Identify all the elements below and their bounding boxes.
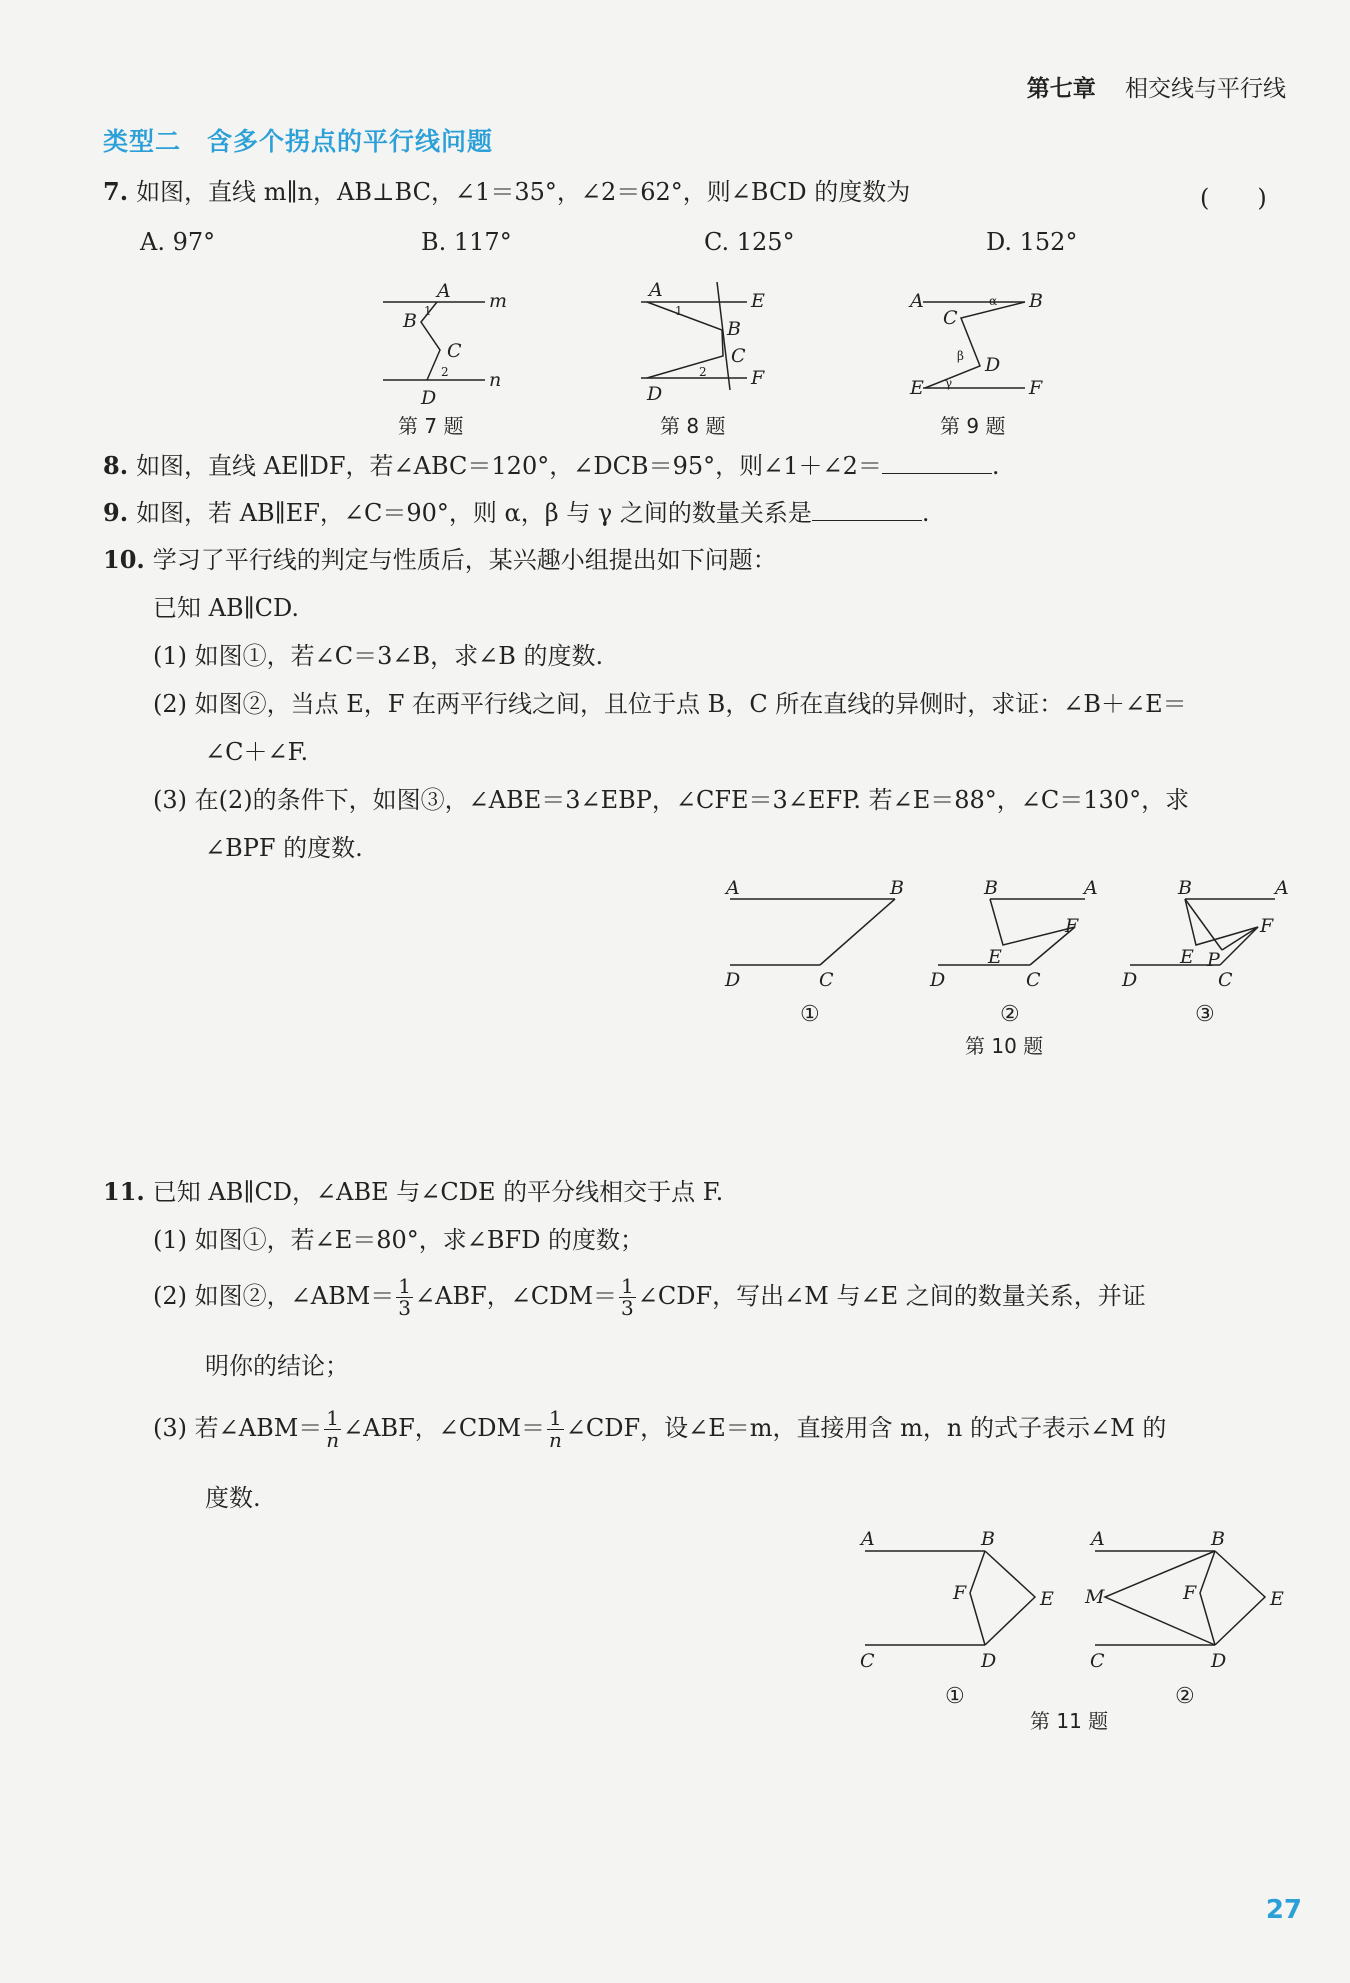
svg-text:2: 2: [441, 365, 449, 379]
svg-text:B: B: [1211, 1528, 1225, 1550]
svg-text:B: B: [984, 877, 998, 899]
question-11-part-3: [153, 1408, 1166, 1451]
svg-text:C: C: [447, 340, 462, 362]
question-10: [103, 546, 777, 575]
svg-text:n: n: [489, 369, 502, 391]
figure-10: [720, 875, 1300, 1035]
question-11: [103, 1178, 723, 1207]
svg-text:β: β: [957, 349, 964, 363]
svg-text:F: F: [1260, 915, 1274, 937]
svg-text:B: B: [403, 310, 417, 332]
figure-10-caption: 第 10 题: [965, 1034, 1044, 1058]
svg-text:②: ②: [1000, 1002, 1020, 1027]
svg-text:F: F: [1183, 1582, 1197, 1604]
svg-text:D: D: [985, 354, 1001, 376]
option-c: C. 125°: [704, 228, 795, 256]
figure-11: [855, 1525, 1325, 1715]
section-title: 类型二 含多个拐点的平行线问题: [103, 127, 494, 156]
fraction-one-third: [396, 1276, 413, 1319]
chapter-title: 相交线与平行线: [1125, 76, 1286, 102]
question-8-text: 如图，直线 AE∥DF，若∠ABC＝120°，∠DCB＝95°，则∠1＋∠2＝: [136, 452, 882, 480]
svg-text:D: D: [930, 969, 946, 991]
svg-text:D: D: [981, 1650, 997, 1672]
question-8: 8. 如图，直线 AE∥DF，若∠ABC＝120°，∠DCB＝95°，则∠1＋∠2＝ .: [103, 451, 1000, 480]
question-7-text: 如图，直线 m∥n，AB⊥BC，∠1＝35°，∠2＝62°，则∠BCD 的度数为: [136, 178, 911, 206]
figure-8-caption: 第 8 题: [660, 414, 726, 438]
question-10-given: 已知 AB∥CD.: [153, 594, 300, 622]
svg-text:C: C: [1090, 1650, 1105, 1672]
svg-text:A: A: [861, 1528, 875, 1550]
question-11-number: 11.: [103, 1177, 145, 1206]
svg-text:D: D: [421, 387, 437, 409]
option-b: B. 117°: [421, 228, 512, 256]
svg-text:A: A: [1084, 877, 1098, 899]
svg-text:A: A: [1091, 1528, 1105, 1550]
svg-text:M: M: [1085, 1586, 1105, 1608]
page-number: 27: [1265, 1895, 1302, 1925]
question-10-part-3-cont: ∠BPF 的度数.: [205, 834, 363, 862]
answer-paren: ( ): [1200, 184, 1267, 212]
svg-text:D: D: [647, 383, 663, 405]
part-2-text-b: ∠ABF，∠CDM＝: [415, 1282, 618, 1310]
svg-text:α: α: [989, 294, 998, 308]
svg-text:B: B: [1029, 290, 1043, 312]
svg-text:C: C: [1026, 969, 1041, 991]
svg-text:②: ②: [1175, 1684, 1195, 1709]
question-10-part-3: (3) 在(2)的条件下，如图③，∠ABE＝3∠EBP，∠CFE＝3∠EFP. 若∠E＝88°，∠C＝130°，求: [153, 786, 1190, 814]
svg-text:③: ③: [1195, 1002, 1215, 1027]
fraction-numerator: 1: [621, 1274, 634, 1298]
svg-text:P: P: [1207, 949, 1220, 971]
figure-11-caption: 第 11 题: [1030, 1709, 1109, 1733]
figure-9: [905, 280, 1055, 410]
svg-text:D: D: [1211, 1650, 1227, 1672]
fraction-numerator: 1: [398, 1274, 412, 1298]
question-10-part-2: (2) 如图②，当点 E，F 在两平行线之间，且位于点 B，C 所在直线的异侧时，求证：∠B＋∠E＝: [153, 690, 1187, 718]
svg-text:C: C: [819, 969, 834, 991]
svg-text:B: B: [981, 1528, 995, 1550]
fraction-one-over-n: [547, 1408, 564, 1451]
figure-9-caption: 第 9 题: [940, 414, 1006, 438]
question-8-number: 8.: [103, 451, 129, 480]
fraction-one-over-n: [324, 1408, 341, 1451]
svg-text:B: B: [890, 877, 904, 899]
question-10-part-2-cont: ∠C＋∠F.: [205, 738, 309, 766]
chapter-number: 第七章: [1026, 76, 1096, 102]
svg-text:E: E: [1180, 946, 1194, 968]
part-2-text-c: ∠CDF，写出∠M 与∠E 之间的数量关系，并证: [637, 1282, 1146, 1310]
svg-text:C: C: [943, 307, 958, 329]
question-9-number: 9.: [103, 498, 129, 527]
question-11-part-3-cont: 度数.: [205, 1484, 261, 1512]
question-7: [103, 178, 910, 207]
question-9: 9. 如图，若 AB∥EF，∠C＝90°，则 α，β 与 γ 之间的数量关系是 .: [103, 498, 930, 527]
svg-text:C: C: [860, 1650, 875, 1672]
question-9-text: 如图，若 AB∥EF，∠C＝90°，则 α，β 与 γ 之间的数量关系是: [136, 499, 812, 527]
option-a: A. 97°: [140, 228, 216, 256]
svg-text:F: F: [751, 367, 765, 389]
part-3-text-a: (3) 若∠ABM＝: [153, 1414, 323, 1442]
svg-text:1: 1: [424, 304, 432, 318]
chapter-header: [1027, 70, 1286, 103]
fraction-denominator: 3: [621, 1296, 634, 1320]
svg-text:E: E: [751, 290, 765, 312]
fraction-denominator: n: [326, 1428, 340, 1452]
svg-text:A: A: [649, 279, 663, 301]
svg-text:γ: γ: [945, 376, 953, 390]
svg-text:B: B: [727, 318, 741, 340]
svg-text:E: E: [1270, 1588, 1284, 1610]
svg-text:E: E: [1040, 1588, 1054, 1610]
question-10-part-1: (1) 如图①，若∠C＝3∠B，求∠B 的度数.: [153, 642, 604, 670]
svg-text:1: 1: [675, 304, 683, 318]
option-d: D. 152°: [986, 228, 1078, 256]
question-10-intro: 学习了平行线的判定与性质后，某兴趣小组提出如下问题：: [152, 546, 777, 574]
svg-text:C: C: [1218, 969, 1233, 991]
question-10-number: 10.: [103, 545, 145, 574]
fraction-numerator: 1: [326, 1406, 340, 1430]
question-11-part-1: (1) 如图①，若∠E＝80°，求∠BFD 的度数；: [153, 1226, 645, 1254]
svg-text:F: F: [1065, 915, 1079, 937]
question-7-number: 7.: [103, 177, 129, 206]
svg-text:A: A: [726, 877, 740, 899]
figure-8: [635, 280, 785, 410]
fraction-one-third: [619, 1276, 636, 1319]
figure-7: [375, 280, 515, 410]
fraction-denominator: n: [548, 1428, 562, 1452]
svg-text:D: D: [725, 969, 741, 991]
part-2-text-a: (2) 如图②，∠ABM＝: [153, 1282, 395, 1310]
svg-text:2: 2: [699, 365, 707, 379]
question-11-intro: 已知 AB∥CD，∠ABE 与∠CDE 的平分线相交于点 F.: [152, 1178, 724, 1206]
question-11-part-2-cont: 明你的结论；: [205, 1352, 349, 1380]
fraction-denominator: 3: [398, 1296, 412, 1320]
answer-blank[interactable]: [882, 472, 992, 474]
svg-text:E: E: [988, 946, 1002, 968]
svg-text:①: ①: [945, 1684, 965, 1709]
svg-text:A: A: [437, 280, 451, 302]
part-3-text-b: ∠ABF，∠CDM＝: [343, 1414, 546, 1442]
fraction-numerator: 1: [549, 1406, 562, 1430]
svg-text:①: ①: [800, 1002, 820, 1027]
question-11-part-2: [153, 1276, 1146, 1319]
svg-text:D: D: [1122, 969, 1138, 991]
svg-text:B: B: [1178, 877, 1192, 899]
svg-text:m: m: [489, 290, 508, 312]
svg-text:E: E: [910, 377, 924, 399]
answer-blank[interactable]: [812, 519, 922, 521]
svg-text:F: F: [953, 1582, 967, 1604]
svg-text:C: C: [731, 345, 746, 367]
figure-7-caption: 第 7 题: [398, 414, 464, 438]
svg-text:A: A: [910, 290, 924, 312]
svg-text:F: F: [1029, 377, 1043, 399]
part-3-text-c: ∠CDF，设∠E＝m，直接用含 m，n 的式子表示∠M 的: [565, 1414, 1167, 1442]
svg-text:A: A: [1275, 877, 1289, 899]
